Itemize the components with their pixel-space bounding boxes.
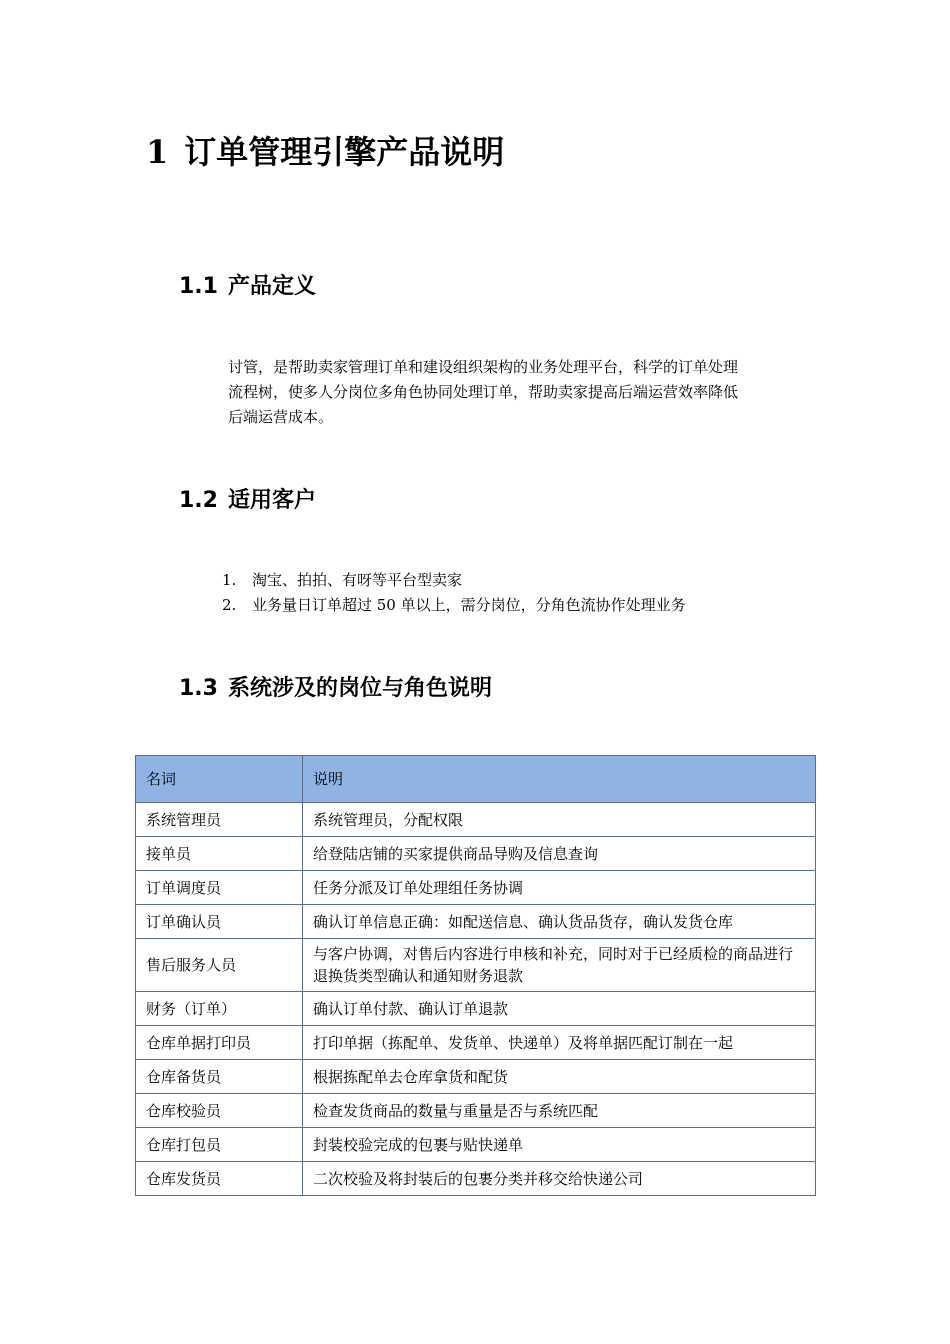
table-row [136,803,816,837]
paragraph-line: 后端运营成本。 [228,408,334,426]
section-number: 1.2 [179,488,218,513]
role-description-cell: 确认订单付款、确认订单退款 [303,992,816,1026]
role-description-cell: 与客户协调，对售后内容进行申核和补充，同时对于已经质检的商品进行退换货类型确认和通知财务退款 [303,939,816,992]
table-row [136,905,816,939]
column-header-description: 说明 [303,756,816,803]
role-name-cell: 仓库发货员 [136,1162,303,1196]
table-row [136,1060,816,1094]
list-marker: 1. [222,571,237,589]
role-name-cell: 仓库打包员 [136,1128,303,1162]
role-description-cell: 封装校验完成的包裹与贴快递单 [303,1128,816,1162]
section-title: 适用客户 [227,488,316,513]
table-row [136,871,816,905]
role-name-cell: 仓库备货员 [136,1060,303,1094]
title-text: 订单管理引擎产品说明 [184,133,505,171]
table-header-row [136,756,816,803]
column-header-term: 名词 [136,756,303,803]
role-name-cell: 订单确认员 [136,905,303,939]
product-definition-paragraph [228,355,818,430]
section-heading-roles [179,673,492,705]
role-description-cell: 任务分派及订单处理组任务协调 [303,871,816,905]
section-number: 1.3 [179,676,218,701]
list-item-text: 淘宝、拍拍、有呀等平台型卖家 [252,571,463,589]
role-description-cell: 打印单据（拣配单、发货单、快递单）及将单据匹配订制在一起 [303,1026,816,1060]
customer-list [222,568,686,618]
table-row [136,939,816,992]
role-name-cell: 仓库校验员 [136,1094,303,1128]
roles-table [135,755,816,1196]
list-item [222,593,686,618]
paragraph-line: 流程树，使多人分岗位多角色协同处理订单，帮助卖家提高后端运营效率降低 [228,383,739,401]
role-description-cell: 检查发货商品的数量与重量是否与系统匹配 [303,1094,816,1128]
role-description-cell: 二次校验及将封装后的包裹分类并移交给快递公司 [303,1162,816,1196]
title-number: 1 [146,133,169,171]
table-row [136,992,816,1026]
role-description-cell: 根据拣配单去仓库拿货和配货 [303,1060,816,1094]
role-name-cell: 仓库单据打印员 [136,1026,303,1060]
section-heading-product-definition [179,271,316,303]
role-description-cell: 系统管理员，分配权限 [303,803,816,837]
table-row [136,1026,816,1060]
section-number: 1.1 [179,274,218,299]
table-row [136,1128,816,1162]
list-marker: 2. [222,596,237,614]
section-title: 产品定义 [227,274,316,299]
table-row [136,1094,816,1128]
document-title [146,128,504,176]
role-name-cell: 财务（订单） [136,992,303,1026]
table-row [136,837,816,871]
table-row [136,1162,816,1196]
role-name-cell: 订单调度员 [136,871,303,905]
section-heading-target-customers [179,485,316,517]
role-name-cell: 接单员 [136,837,303,871]
role-description-cell: 确认订单信息正确：如配送信息、确认货品货存，确认发货仓库 [303,905,816,939]
role-description-cell: 给登陆店铺的买家提供商品导购及信息查询 [303,837,816,871]
list-item [222,568,686,593]
role-name-cell: 系统管理员 [136,803,303,837]
role-name-cell: 售后服务人员 [136,939,303,992]
paragraph-line: 讨管，是帮助卖家管理订单和建设组织架构的业务处理平台，科学的订单处理 [228,358,739,376]
section-title: 系统涉及的岗位与角色说明 [227,676,492,701]
list-item-text: 业务量日订单超过 50 单以上，需分岗位，分角色流协作处理业务 [252,596,686,614]
